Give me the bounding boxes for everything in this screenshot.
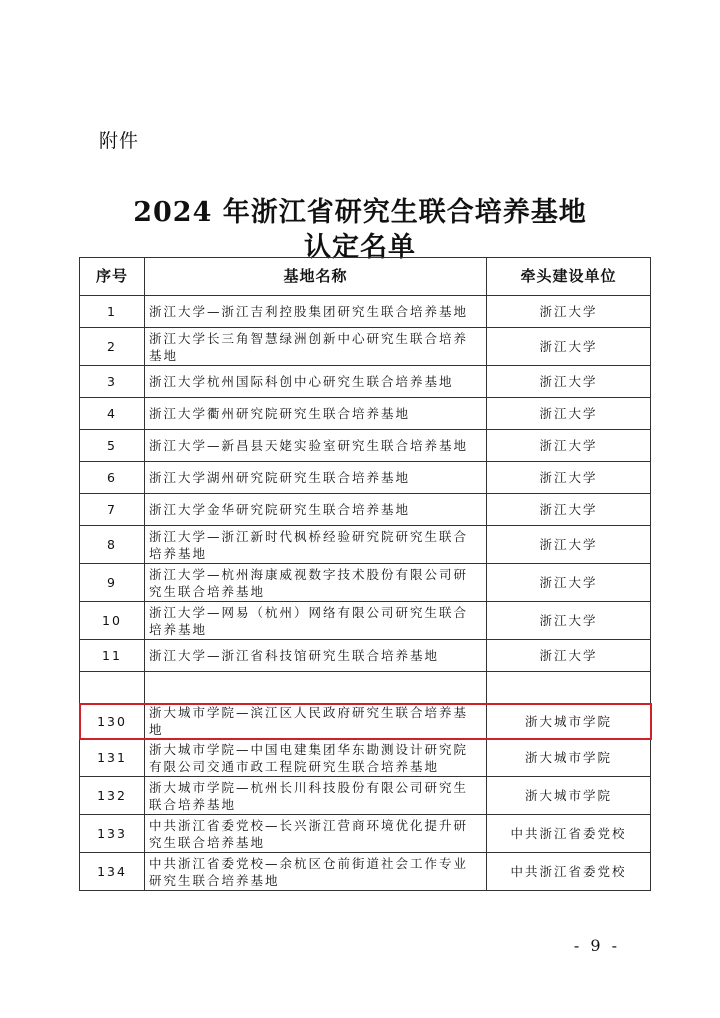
table-row [80, 777, 651, 815]
row-unit: 浙江大学 [487, 564, 651, 602]
document-title-line1: 2024 年浙江省研究生联合培养基地 [133, 197, 587, 228]
table-row [80, 430, 651, 462]
row-unit: 浙江大学 [487, 328, 651, 366]
row-no: 3 [80, 366, 145, 398]
row-no: 2 [80, 328, 145, 366]
row-name: 浙江大学—浙江省科技馆研究生联合培养基地 [145, 640, 487, 672]
row-no: 10 [80, 602, 145, 640]
row-no: 6 [80, 462, 145, 494]
gap-cell [487, 672, 651, 704]
table-row [80, 366, 651, 398]
table-row [80, 494, 651, 526]
gap-cell [145, 672, 487, 704]
row-name: 浙江大学—浙江吉利控股集团研究生联合培养基地 [145, 296, 487, 328]
base-list-table [79, 257, 651, 891]
document-title-line2: 认定名单 [304, 232, 416, 263]
row-unit: 浙江大学 [487, 430, 651, 462]
row-unit: 浙江大学 [487, 366, 651, 398]
row-name: 浙江大学衢州研究院研究生联合培养基地 [145, 398, 487, 430]
table-row [80, 815, 651, 853]
row-unit: 中共浙江省委党校 [487, 853, 651, 891]
table-row [80, 398, 651, 430]
table-row [80, 739, 651, 777]
row-name: 中共浙江省委党校—长兴浙江营商环境优化提升研究生联合培养基地 [145, 815, 487, 853]
row-no: 133 [80, 815, 145, 853]
row-no: 131 [80, 739, 145, 777]
page-number: - 9 - [573, 936, 620, 955]
table-row [80, 328, 651, 366]
row-name: 浙江大学—网易（杭州）网络有限公司研究生联合培养基地 [145, 602, 487, 640]
row-unit: 浙大城市学院 [487, 777, 651, 815]
row-unit: 浙江大学 [487, 640, 651, 672]
row-name: 中共浙江省委党校—余杭区仓前街道社会工作专业研究生联合培养基地 [145, 853, 487, 891]
row-name: 浙江大学金华研究院研究生联合培养基地 [145, 494, 487, 526]
row-unit: 浙大城市学院 [487, 704, 651, 739]
row-name: 浙大城市学院—杭州长川科技股份有限公司研究生联合培养基地 [145, 777, 487, 815]
row-no: 8 [80, 526, 145, 564]
attachment-label: 附件 [99, 130, 140, 152]
row-name: 浙江大学—杭州海康威视数字技术股份有限公司研究生联合培养基地 [145, 564, 487, 602]
row-no: 130 [80, 704, 145, 739]
table-row [80, 640, 651, 672]
row-name: 浙江大学湖州研究院研究生联合培养基地 [145, 462, 487, 494]
row-unit: 浙江大学 [487, 296, 651, 328]
row-no: 7 [80, 494, 145, 526]
header-no: 序号 [80, 258, 145, 296]
row-name: 浙江大学—浙江新时代枫桥经验研究院研究生联合培养基地 [145, 526, 487, 564]
row-no: 134 [80, 853, 145, 891]
table-row [80, 853, 651, 891]
row-unit: 中共浙江省委党校 [487, 815, 651, 853]
table-row [80, 296, 651, 328]
gap-cell [80, 672, 145, 704]
row-no: 11 [80, 640, 145, 672]
row-name: 浙大城市学院—滨江区人民政府研究生联合培养基地 [145, 704, 487, 739]
row-unit: 浙江大学 [487, 526, 651, 564]
row-name: 浙江大学—新昌县天姥实验室研究生联合培养基地 [145, 430, 487, 462]
header-name: 基地名称 [145, 258, 487, 296]
table-row [80, 526, 651, 564]
row-name: 浙江大学长三角智慧绿洲创新中心研究生联合培养基地 [145, 328, 487, 366]
table-row-gap [80, 672, 651, 704]
table-row [80, 462, 651, 494]
row-unit: 浙大城市学院 [487, 739, 651, 777]
row-no: 9 [80, 564, 145, 602]
row-no: 4 [80, 398, 145, 430]
table-row [80, 602, 651, 640]
row-name: 浙大城市学院—中国电建集团华东勘测设计研究院有限公司交通市政工程院研究生联合培养基地 [145, 739, 487, 777]
table-row-highlighted [80, 704, 651, 739]
row-no: 5 [80, 430, 145, 462]
row-unit: 浙江大学 [487, 462, 651, 494]
row-name: 浙江大学杭州国际科创中心研究生联合培养基地 [145, 366, 487, 398]
row-no: 132 [80, 777, 145, 815]
row-unit: 浙江大学 [487, 494, 651, 526]
table-header-row [80, 258, 651, 296]
row-unit: 浙江大学 [487, 398, 651, 430]
header-unit: 牵头建设单位 [487, 258, 651, 296]
row-no: 1 [80, 296, 145, 328]
row-unit: 浙江大学 [487, 602, 651, 640]
table-row [80, 564, 651, 602]
